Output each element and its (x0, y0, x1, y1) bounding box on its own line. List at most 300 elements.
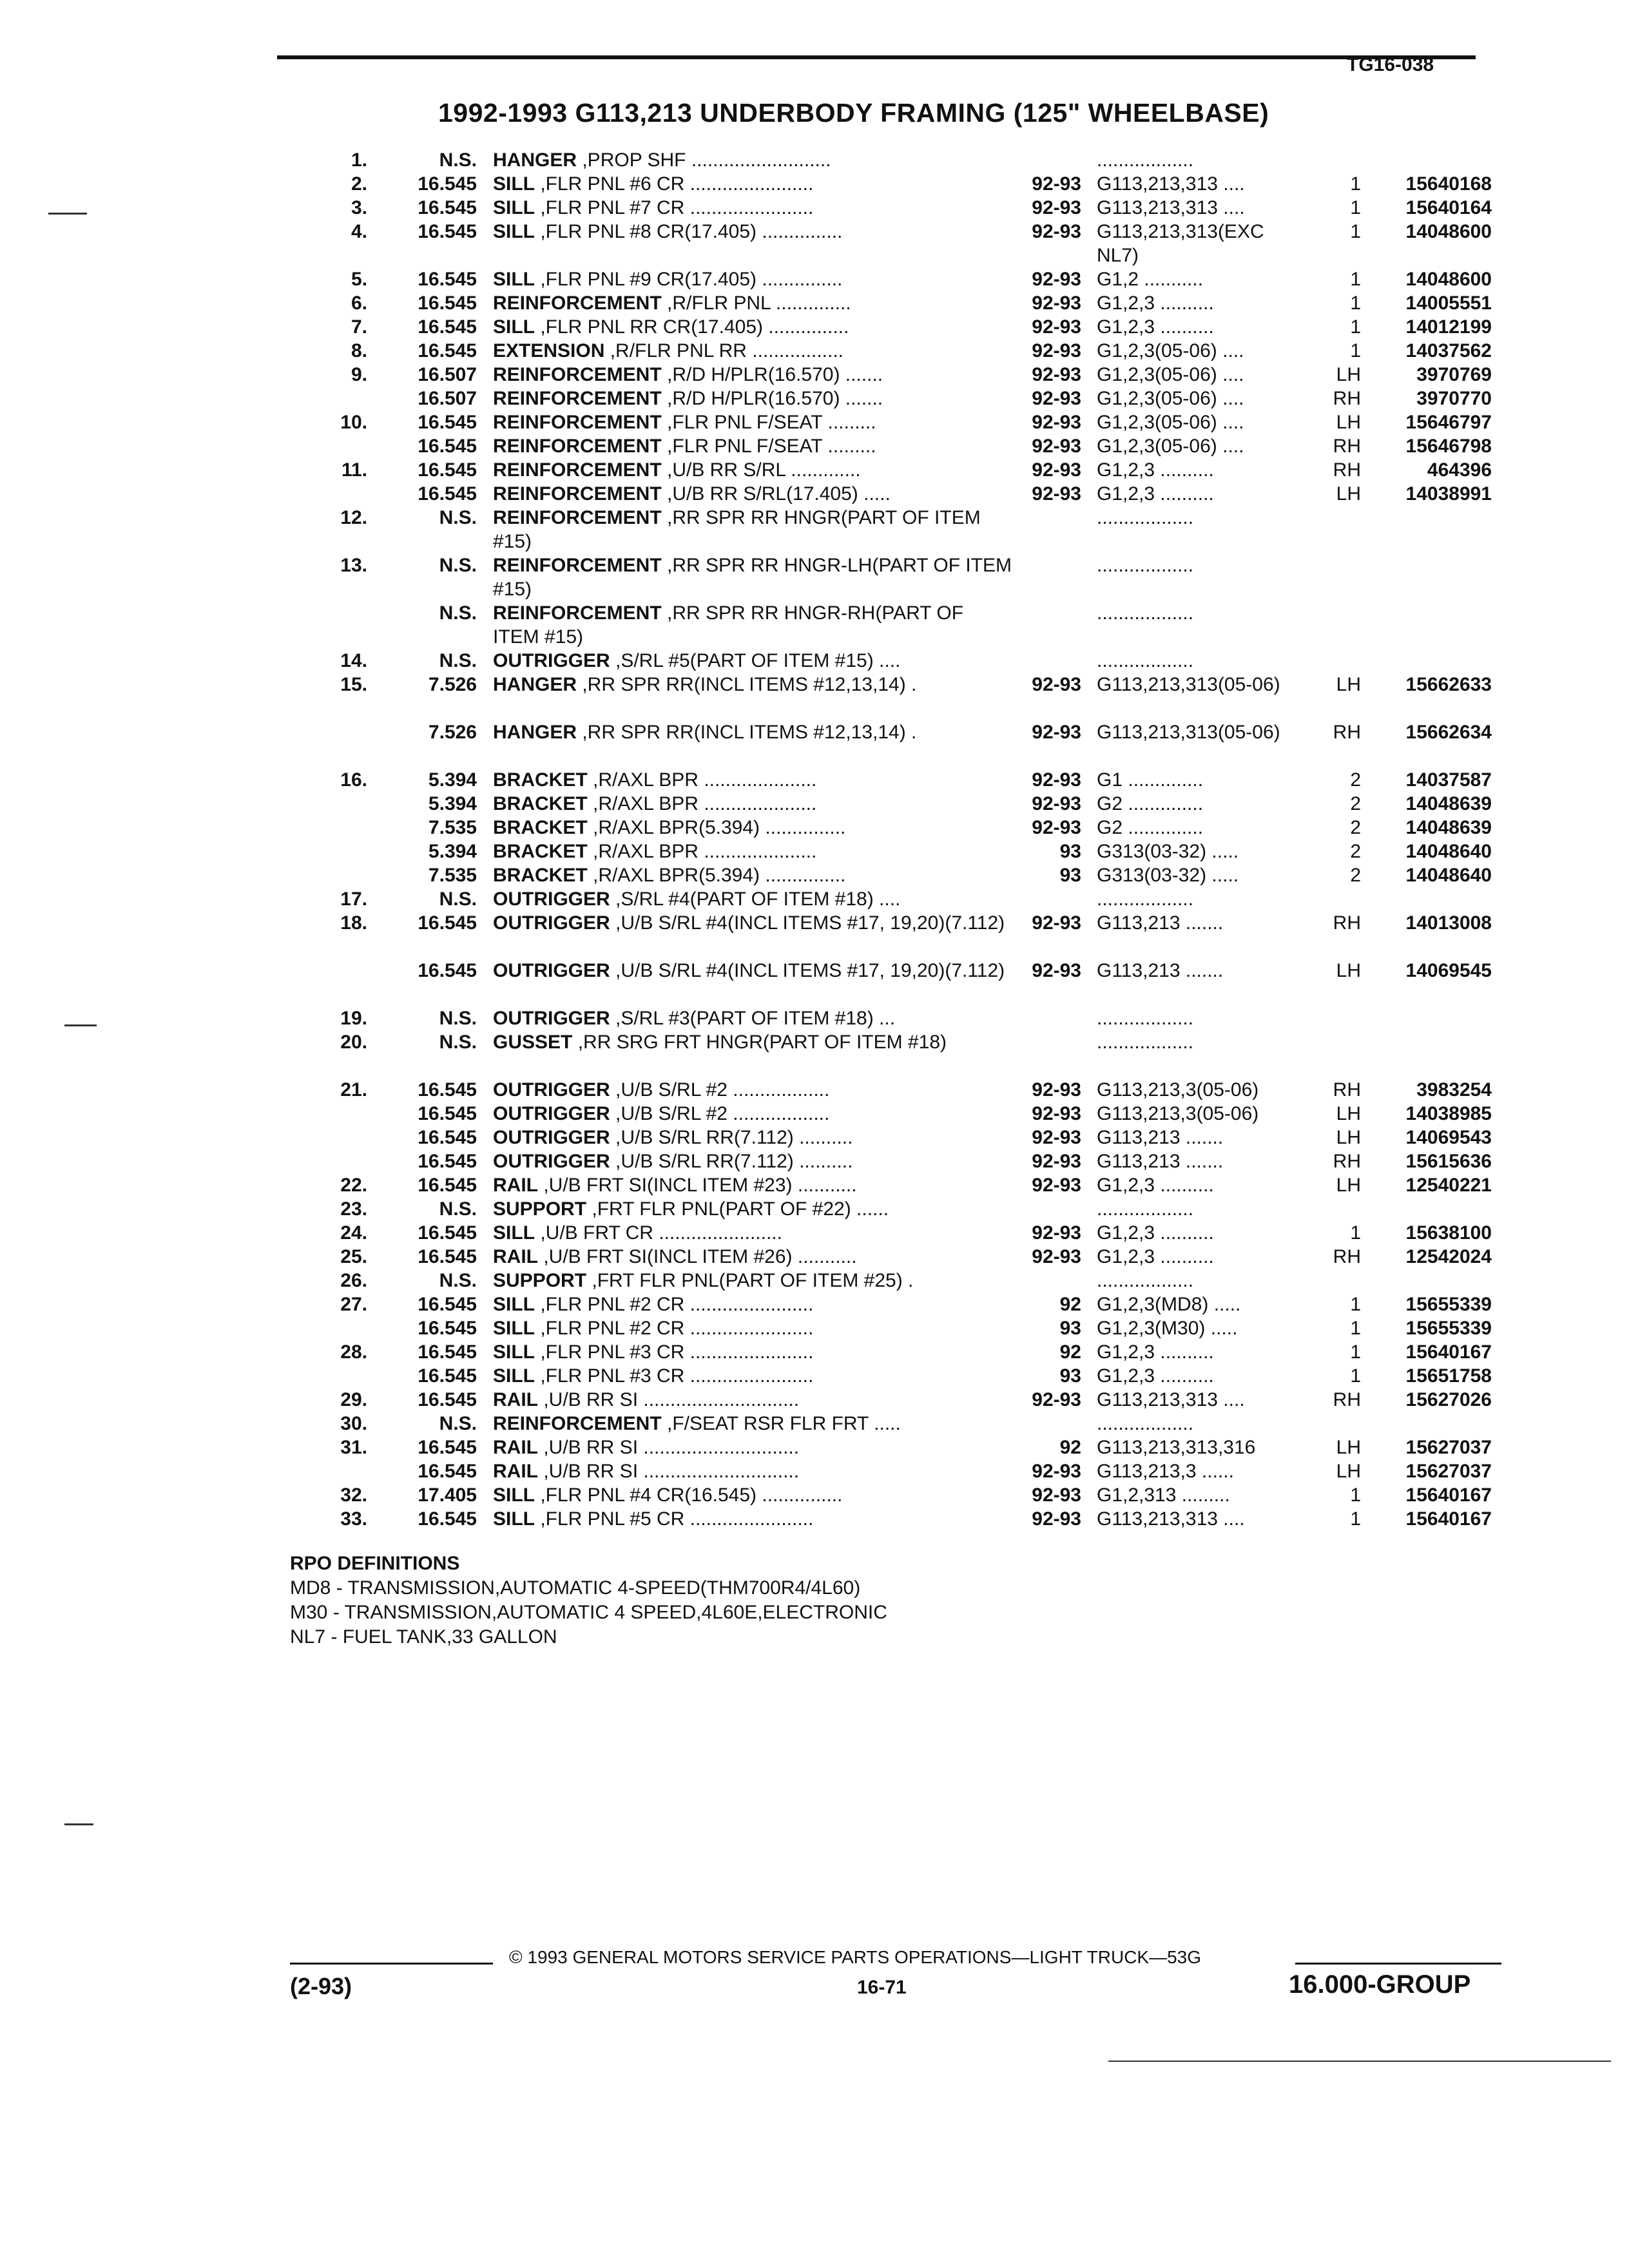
model-usage: G113,213,313 .... (1097, 197, 1245, 218)
item-number: 3. (351, 197, 367, 218)
part-number: 14012199 (1405, 316, 1492, 338)
quantity: 1 (1350, 1365, 1361, 1387)
group-number-cell: N.S. (439, 1198, 477, 1220)
item-number: 6. (351, 293, 367, 314)
group-number-cell: 16.545 (418, 1318, 477, 1339)
part-detail: ,R/AXL BPR ..................... (587, 769, 817, 791)
model-usage: G1,2,3 .......... (1097, 1246, 1214, 1267)
part-name: OUTRIGGER (493, 650, 610, 671)
model-years: 92-93 (1032, 197, 1081, 218)
item-number: 15. (340, 674, 367, 695)
part-name: RAIL (493, 1389, 538, 1410)
part-detail: ,R/AXL BPR(5.394) ............... (587, 865, 846, 886)
item-number: 32. (340, 1485, 367, 1506)
part-row (0, 959, 1629, 1006)
part-name: SILL (493, 221, 535, 242)
part-name: OUTRIGGER (493, 1127, 610, 1148)
part-description (493, 267, 1015, 291)
part-number: 15640167 (1405, 1485, 1492, 1506)
model-usage: G2 .............. (1097, 793, 1204, 814)
quantity: RH (1333, 1246, 1361, 1267)
rpo-line: MD8 - TRANSMISSION,AUTOMATIC 4-SPEED(THM700R4/4L60) (290, 1577, 861, 1599)
quantity: 1 (1350, 1222, 1361, 1244)
model-usage: G113,213,313 .... (1097, 173, 1245, 195)
item-number: 1. (351, 149, 367, 171)
part-row (0, 816, 1629, 840)
part-number: 14048640 (1405, 865, 1492, 886)
part-description (493, 1245, 1015, 1269)
part-detail: ,R/D H/PLR(16.570) ....... (661, 388, 883, 409)
part-description (493, 291, 1015, 315)
part-detail: ,RR SPR RR(INCL ITEMS #12,13,14) . (577, 674, 917, 695)
item-number: 25. (340, 1246, 367, 1267)
quantity: 1 (1350, 173, 1361, 195)
part-description (493, 1149, 1015, 1173)
part-description (493, 410, 1015, 434)
part-row (0, 1459, 1629, 1483)
model-usage: .................. (1097, 1008, 1194, 1029)
group-number-cell: 16.545 (418, 912, 477, 934)
part-detail: ,RR SPR RR HNGR-LH(PART OF ITEM #15) (493, 555, 1012, 600)
part-detail: ,PROP SHF .......................... (577, 149, 831, 171)
part-number: 15640164 (1405, 197, 1492, 218)
item-number: 8. (351, 340, 367, 361)
group-number-cell: 16.545 (418, 412, 477, 433)
part-description (493, 1412, 1015, 1436)
model-years: 92-93 (1032, 960, 1081, 981)
model-usage: G1,2,3 .......... (1097, 316, 1214, 338)
quantity: 1 (1350, 1318, 1361, 1339)
part-row (0, 863, 1629, 887)
part-row (0, 1340, 1629, 1364)
part-name: SILL (493, 1341, 535, 1363)
model-usage: G113,213,3(05-06) (1097, 1103, 1259, 1124)
scan-mark (48, 213, 87, 215)
part-name: SILL (493, 269, 535, 290)
part-name: HANGER (493, 722, 577, 743)
quantity: LH (1336, 960, 1361, 981)
group-number-cell: 16.545 (418, 340, 477, 361)
part-name: SILL (493, 173, 535, 195)
part-description (493, 315, 1015, 339)
group-number-cell: 16.545 (418, 459, 477, 481)
copyright-notice: © 1993 GENERAL MOTORS SERVICE PARTS OPERATIONS—LIGHT TRUCK—53G (509, 1947, 1202, 1967)
model-years: 92-93 (1032, 1175, 1081, 1196)
group-number-cell: N.S. (439, 889, 477, 910)
part-name: SILL (493, 1294, 535, 1315)
quantity: 1 (1350, 316, 1361, 338)
revision-date: (2-93) (290, 1973, 352, 1999)
part-description (493, 1030, 1015, 1054)
part-description (493, 1436, 1015, 1459)
part-description (493, 911, 1015, 935)
part-detail: ,FLR PNL #6 CR ....................... (535, 173, 814, 195)
part-row (0, 1197, 1629, 1221)
part-row (0, 673, 1629, 720)
model-years: 92-93 (1032, 173, 1081, 195)
model-usage: G1,2,3(05-06) .... (1097, 364, 1244, 385)
part-number: 14069545 (1405, 960, 1492, 981)
part-name: REINFORCEMENT (493, 602, 662, 624)
model-years: 92-93 (1032, 1151, 1081, 1172)
part-detail: ,FLR PNL #2 CR ....................... (535, 1294, 814, 1315)
group-number-cell: N.S. (439, 650, 477, 671)
group-number-cell: N.S. (439, 507, 477, 528)
model-usage: G113,213 ....... (1097, 912, 1224, 934)
model-usage: .................. (1097, 1032, 1194, 1053)
quantity: LH (1336, 483, 1361, 505)
part-name: SUPPORT (493, 1198, 587, 1220)
part-description (493, 863, 1015, 887)
group-number-cell: 7.526 (428, 722, 477, 743)
rpo-line: M30 - TRANSMISSION,AUTOMATIC 4 SPEED,4L60E,ELECTRONIC (290, 1602, 887, 1623)
page-number: 16-71 (857, 1977, 907, 1998)
part-description (493, 959, 1015, 983)
part-description (493, 887, 1015, 911)
part-number: 15651758 (1405, 1365, 1492, 1387)
part-number: 15662633 (1405, 674, 1492, 695)
item-number: 23. (340, 1198, 367, 1220)
quantity: LH (1336, 364, 1361, 385)
model-usage: G113,213,3(05-06) (1097, 1079, 1259, 1100)
quantity: RH (1333, 1079, 1361, 1100)
part-row (0, 387, 1629, 410)
part-detail: ,R/D H/PLR(16.570) ....... (661, 364, 883, 385)
model-years: 92-93 (1032, 436, 1081, 457)
quantity: 2 (1350, 769, 1361, 791)
group-number-cell: 16.545 (418, 1341, 477, 1363)
part-row (0, 1173, 1629, 1197)
group-number-cell: 5.394 (428, 841, 477, 862)
item-number: 31. (340, 1437, 367, 1458)
part-number: 15627037 (1405, 1437, 1492, 1458)
part-number: 15615636 (1405, 1151, 1492, 1172)
model-years: 92-93 (1032, 793, 1081, 814)
scan-mark (1108, 2061, 1611, 2062)
part-description (493, 1507, 1015, 1531)
group-number-cell: 16.545 (418, 293, 477, 314)
part-number: 15627037 (1405, 1461, 1492, 1482)
part-number: 14048639 (1405, 817, 1492, 838)
item-number: 33. (340, 1508, 367, 1530)
part-name: SUPPORT (493, 1270, 587, 1291)
model-years: 93 (1059, 865, 1081, 886)
part-name: RAIL (493, 1437, 538, 1458)
item-number: 4. (351, 221, 367, 242)
part-name: SILL (493, 1508, 535, 1530)
part-number: 15646798 (1405, 436, 1492, 457)
quantity: RH (1333, 388, 1361, 409)
part-row (0, 339, 1629, 363)
part-number: 12540221 (1405, 1175, 1492, 1196)
model-years: 92-93 (1032, 1103, 1081, 1124)
model-usage: G1,2,3 .......... (1097, 1365, 1214, 1387)
item-number: 16. (340, 769, 367, 791)
group-number-cell: N.S. (439, 555, 477, 576)
part-detail: ,U/B S/RL RR(7.112) .......... (610, 1127, 853, 1148)
item-number: 22. (340, 1175, 367, 1196)
part-detail: ,U/B S/RL #2 .................. (610, 1103, 830, 1124)
part-description (493, 506, 1015, 553)
model-usage: G1 .............. (1097, 769, 1204, 791)
part-number: 15640167 (1405, 1508, 1492, 1530)
model-usage: G1,2 ........... (1097, 269, 1204, 290)
quantity: RH (1333, 1151, 1361, 1172)
part-description (493, 1388, 1015, 1412)
model-years: 92 (1059, 1294, 1081, 1315)
part-detail: ,R/FLR PNL RR ................. (604, 340, 843, 361)
model-usage: G113,213,313 .... (1097, 1389, 1245, 1410)
part-description (493, 220, 1015, 244)
model-years: 92-93 (1032, 912, 1081, 934)
model-years: 92-93 (1032, 269, 1081, 290)
part-number: 15638100 (1405, 1222, 1492, 1244)
part-description (493, 172, 1015, 196)
part-detail: ,U/B FRT SI(INCL ITEM #26) ........... (538, 1246, 857, 1267)
group-number-cell: 16.545 (418, 1246, 477, 1267)
part-number: 15640168 (1405, 173, 1492, 195)
part-row (0, 720, 1629, 768)
part-name: REINFORCEMENT (493, 507, 662, 528)
item-number: 5. (351, 269, 367, 290)
part-number: 3970770 (1416, 388, 1492, 409)
quantity: 1 (1350, 340, 1361, 361)
quantity: LH (1336, 674, 1361, 695)
model-years: 92-93 (1032, 722, 1081, 743)
group-number-cell: 16.545 (418, 1508, 477, 1530)
model-usage: G113,213,313 .... (1097, 1508, 1245, 1530)
group-number-cell: 16.545 (418, 1079, 477, 1100)
part-detail: ,FLR PNL #4 CR(16.545) ............... (535, 1485, 843, 1506)
part-description (493, 720, 1015, 744)
group-number-cell: 16.545 (418, 1365, 477, 1387)
part-detail: ,FLR PNL #8 CR(17.405) ............... (535, 221, 843, 242)
model-years: 92-93 (1032, 316, 1081, 338)
part-name: BRACKET (493, 817, 588, 838)
quantity: RH (1333, 436, 1361, 457)
part-row (0, 601, 1629, 649)
part-name: REINFORCEMENT (493, 412, 662, 433)
part-detail: ,S/RL #4(PART OF ITEM #18) .... (610, 889, 901, 910)
part-name: REINFORCEMENT (493, 1413, 662, 1434)
group-number-cell: 16.545 (418, 269, 477, 290)
item-number: 26. (340, 1270, 367, 1291)
model-years: 92-93 (1032, 340, 1081, 361)
part-description (493, 196, 1015, 220)
part-detail: ,RR SPR RR HNGR-RH(PART OF ITEM #15) (493, 602, 964, 648)
part-detail: ,U/B RR SI ............................. (538, 1389, 800, 1410)
part-row (0, 840, 1629, 863)
quantity: RH (1333, 912, 1361, 934)
model-usage: G1,2,3(MD8) ..... (1097, 1294, 1241, 1315)
item-number: 12. (340, 507, 367, 528)
part-description (493, 1316, 1015, 1340)
model-usage: G1,2,3 .......... (1097, 1222, 1214, 1244)
group-number-cell: 16.545 (418, 483, 477, 505)
part-row (0, 267, 1629, 291)
model-years: 92-93 (1032, 1079, 1081, 1100)
item-number: 10. (340, 412, 367, 433)
quantity: LH (1336, 1175, 1361, 1196)
part-row (0, 363, 1629, 387)
part-description (493, 1459, 1015, 1483)
part-row (0, 1293, 1629, 1316)
quantity: 2 (1350, 841, 1361, 862)
part-name: BRACKET (493, 793, 588, 814)
model-years: 92-93 (1032, 1485, 1081, 1506)
part-row (0, 220, 1629, 267)
part-detail: ,FLR PNL #5 CR ....................... (535, 1508, 814, 1530)
part-description (493, 1197, 1015, 1221)
part-description (493, 1102, 1015, 1126)
model-years: 92-93 (1032, 388, 1081, 409)
part-detail: ,FLR PNL #2 CR ....................... (535, 1318, 814, 1339)
part-number: 14005551 (1405, 293, 1492, 314)
model-usage: G1,2,3 .......... (1097, 1175, 1214, 1196)
quantity: LH (1336, 1103, 1361, 1124)
document-id: TG16-038 (1347, 54, 1434, 75)
part-name: OUTRIGGER (493, 889, 610, 910)
part-name: HANGER (493, 149, 577, 171)
part-name: RAIL (493, 1461, 538, 1482)
part-description (493, 339, 1015, 363)
part-number: 14037562 (1405, 340, 1492, 361)
model-years: 92-93 (1032, 1222, 1081, 1244)
part-detail: ,FLR PNL #3 CR ....................... (535, 1341, 814, 1363)
item-number: 30. (340, 1413, 367, 1434)
part-description (493, 1078, 1015, 1102)
part-name: SILL (493, 1485, 535, 1506)
part-detail: ,FLR PNL RR CR(17.405) ............... (535, 316, 849, 338)
group-number-cell: 16.545 (418, 1103, 477, 1124)
part-row (0, 434, 1629, 458)
model-usage: G313(03-32) ..... (1097, 865, 1239, 886)
part-row (0, 482, 1629, 506)
quantity: LH (1336, 412, 1361, 433)
part-description (493, 601, 1015, 649)
header-rule (277, 55, 1476, 59)
part-row (0, 1149, 1629, 1173)
part-number: 464396 (1427, 459, 1492, 481)
part-row (0, 172, 1629, 196)
part-detail: ,S/RL #3(PART OF ITEM #18) ... (610, 1008, 896, 1029)
part-detail: ,U/B S/RL #4(INCL ITEMS #17, 19,20)(7.112) (610, 912, 1005, 934)
part-row (0, 1364, 1629, 1388)
part-number: 15646797 (1405, 412, 1492, 433)
group-number-cell: 16.507 (418, 364, 477, 385)
model-years: 92-93 (1032, 459, 1081, 481)
part-name: OUTRIGGER (493, 1103, 610, 1124)
model-usage: G1,2,3(05-06) .... (1097, 412, 1244, 433)
part-detail: ,FLR PNL F/SEAT ......... (661, 436, 876, 457)
model-usage: G113,213,313(EXC NL7) (1097, 221, 1264, 266)
quantity: 1 (1350, 293, 1361, 314)
part-row (0, 1316, 1629, 1340)
part-detail: ,FRT FLR PNL(PART OF #22) ...... (586, 1198, 889, 1220)
quantity: LH (1336, 1437, 1361, 1458)
part-number: 12542024 (1405, 1246, 1492, 1267)
model-years: 93 (1059, 1318, 1081, 1339)
part-detail: ,U/B RR SI ............................. (538, 1437, 800, 1458)
part-name: REINFORCEMENT (493, 293, 662, 314)
part-row (0, 1126, 1629, 1149)
item-number: 9. (351, 364, 367, 385)
part-name: BRACKET (493, 841, 588, 862)
part-name: RAIL (493, 1175, 538, 1196)
model-usage: G113,213 ....... (1097, 1127, 1224, 1148)
model-usage: .................. (1097, 602, 1194, 624)
group-number-cell: 16.545 (418, 197, 477, 218)
model-usage: G1,2,3(05-06) .... (1097, 340, 1244, 361)
group-number-cell: 5.394 (428, 793, 477, 814)
part-description (493, 816, 1015, 840)
part-row (0, 553, 1629, 601)
part-number: 14038991 (1405, 483, 1492, 505)
model-usage: G113,213,313,316 (1097, 1437, 1256, 1458)
model-years: 92-93 (1032, 1508, 1081, 1530)
group-number-cell: 16.545 (418, 436, 477, 457)
part-row (0, 1245, 1629, 1269)
model-years: 92-93 (1032, 674, 1081, 695)
model-usage: G1,2,313 ......... (1097, 1485, 1230, 1506)
part-description (493, 387, 1015, 410)
part-name: REINFORCEMENT (493, 459, 662, 481)
parts-list (0, 148, 1629, 1531)
group-number-cell: 16.545 (418, 1437, 477, 1458)
model-usage: G113,213 ....... (1097, 1151, 1224, 1172)
model-usage: .................. (1097, 1413, 1194, 1434)
part-name: RAIL (493, 1246, 538, 1267)
part-name: OUTRIGGER (493, 1151, 610, 1172)
part-name: BRACKET (493, 865, 588, 886)
part-detail: ,F/SEAT RSR FLR FRT ..... (661, 1413, 901, 1434)
model-usage: G1,2,3 .......... (1097, 483, 1214, 505)
part-row (0, 792, 1629, 816)
part-description (493, 840, 1015, 863)
part-row (0, 1102, 1629, 1126)
part-row (0, 911, 1629, 959)
item-number: 17. (340, 889, 367, 910)
part-description (493, 1126, 1015, 1149)
part-name: REINFORCEMENT (493, 364, 662, 385)
part-description (493, 553, 1015, 601)
part-number: 15655339 (1405, 1294, 1492, 1315)
scan-mark (64, 1024, 97, 1026)
part-name: EXTENSION (493, 340, 605, 361)
footer-rule-left (290, 1963, 493, 1965)
part-description (493, 1340, 1015, 1364)
quantity: RH (1333, 722, 1361, 743)
part-description (493, 1173, 1015, 1197)
group-number-cell: 16.545 (418, 1294, 477, 1315)
model-years: 92-93 (1032, 483, 1081, 505)
quantity: RH (1333, 1389, 1361, 1410)
model-usage: .................. (1097, 149, 1194, 171)
page-title: 1992-1993 G113,213 UNDERBODY FRAMING (125" WHEELBASE) (438, 98, 1269, 128)
model-usage: G1,2,3 .......... (1097, 459, 1214, 481)
part-description (493, 1221, 1015, 1245)
model-years: 92-93 (1032, 769, 1081, 791)
item-number: 21. (340, 1079, 367, 1100)
group-number-cell: 7.535 (428, 865, 477, 886)
quantity: 1 (1350, 269, 1361, 290)
group-number-cell: 16.545 (418, 1222, 477, 1244)
part-number: 14048639 (1405, 793, 1492, 814)
part-name: REINFORCEMENT (493, 388, 662, 409)
model-years: 92-93 (1032, 1461, 1081, 1482)
part-description (493, 768, 1015, 792)
part-detail: ,FLR PNL F/SEAT ......... (661, 412, 876, 433)
